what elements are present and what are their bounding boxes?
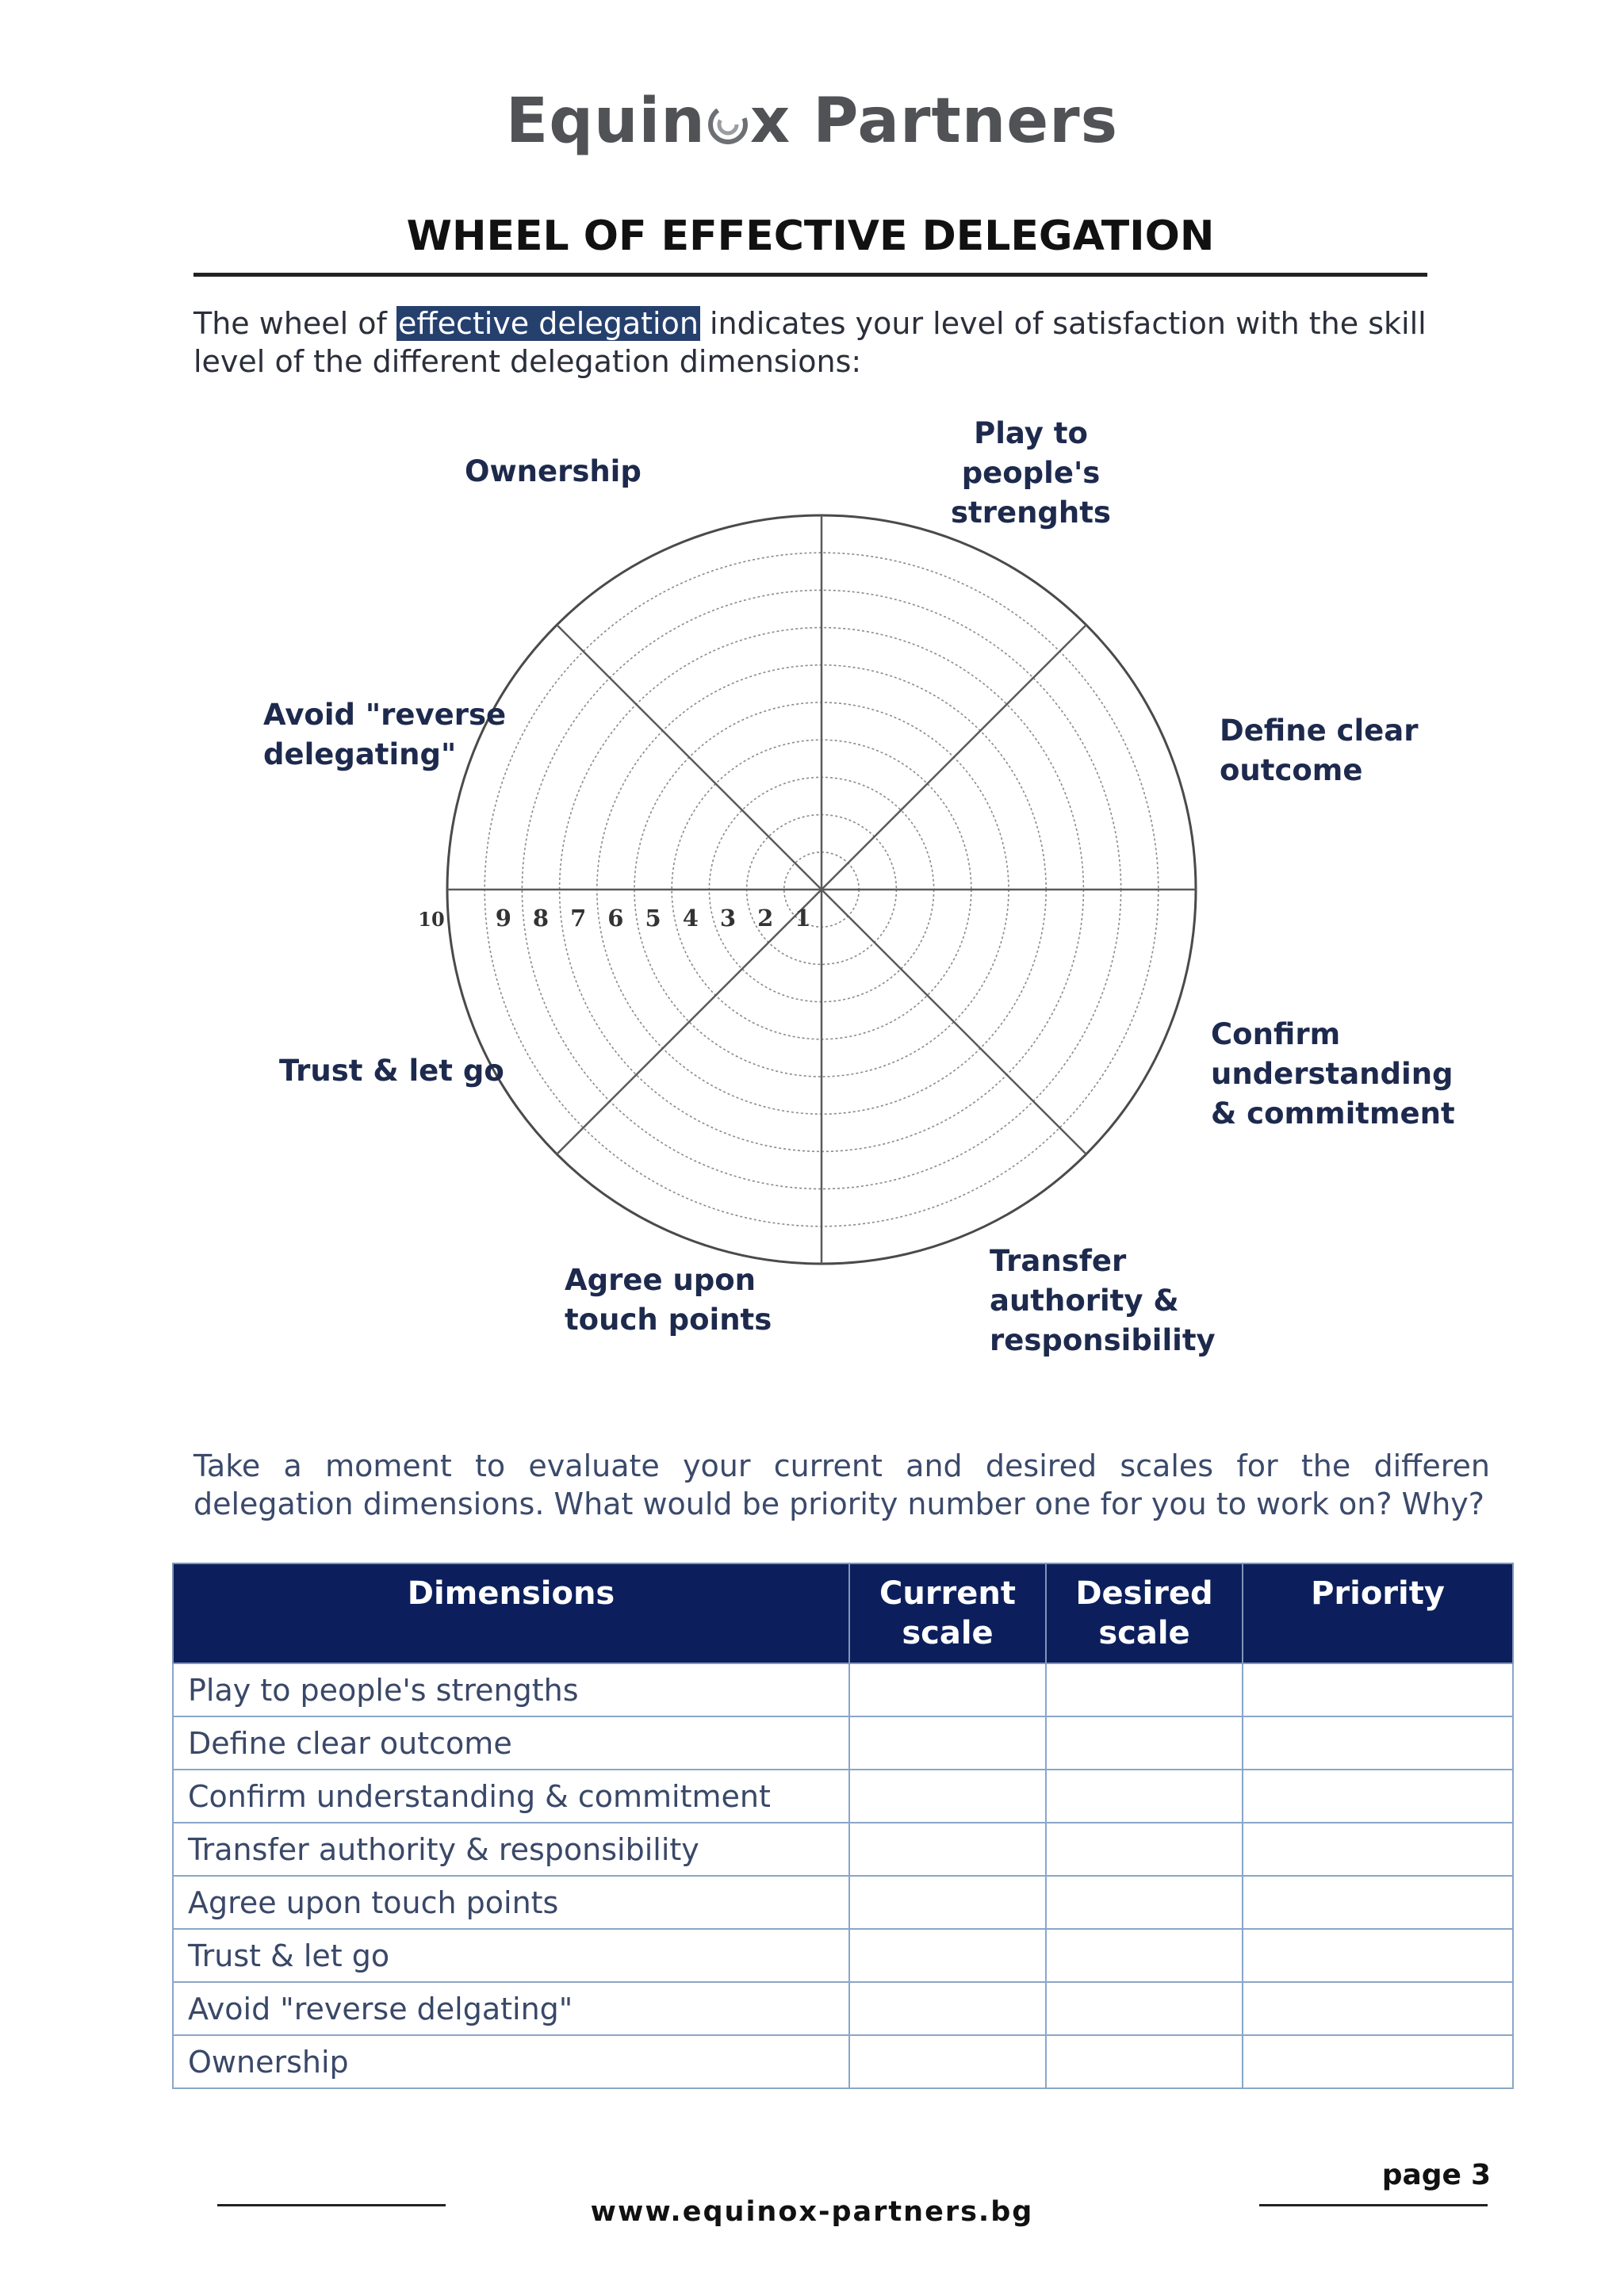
wheel-label-transfer	[990, 1242, 1216, 1360]
page-title: WHEEL OF EFFECTIVE DELEGATION	[406, 212, 1215, 260]
table-row	[173, 1982, 1513, 2035]
dimension-name: Avoid "reverse delgating"	[173, 1982, 849, 2035]
current-scale-cell[interactable]	[849, 1823, 1046, 1876]
table-row	[173, 1663, 1513, 1716]
footer-website: www.equinox-partners.bg	[590, 2196, 1034, 2228]
intro-text-after: indicates your level of satisfaction with the skill level of the different delegation dimensions:	[193, 306, 1427, 379]
wheel-scale-number: 2	[757, 905, 774, 932]
dimensions-table	[172, 1563, 1514, 2089]
priority-cell[interactable]	[1243, 1823, 1513, 1876]
wheel-label-line: Trust & let go	[279, 1054, 504, 1088]
table-body	[173, 1663, 1513, 2088]
priority-cell[interactable]	[1243, 2035, 1513, 2088]
desired-scale-cell[interactable]	[1046, 1663, 1243, 1716]
wheel-scale-number: 7	[570, 905, 587, 932]
desired-scale-cell[interactable]	[1046, 1982, 1243, 2035]
wheel-label-line: & commitment	[1211, 1096, 1455, 1131]
priority-cell[interactable]	[1243, 1770, 1513, 1823]
desired-scale-cell[interactable]	[1046, 1876, 1243, 1929]
dimension-name: Play to people's strengths	[173, 1663, 849, 1716]
dimension-name: Confirm understanding & commitment	[173, 1770, 849, 1823]
table-row	[173, 1770, 1513, 1823]
current-scale-cell[interactable]	[849, 1876, 1046, 1929]
wheel-label-confirm	[1211, 1015, 1455, 1134]
wheel-scale-number: 1	[795, 905, 811, 932]
priority-cell[interactable]	[1243, 1663, 1513, 1716]
wheel-label-line: Avoid "reverse	[263, 698, 507, 732]
logo-text-left: Equin	[505, 86, 706, 157]
desired-scale-cell[interactable]	[1046, 1770, 1243, 1823]
current-scale-cell[interactable]	[849, 1716, 1046, 1770]
dimension-name: Agree upon touch points	[173, 1876, 849, 1929]
wheel-scale-number: 8	[532, 905, 550, 932]
evaluation-prompt: Take a moment to evaluate your current and desired scales for the differen delegation dimensions. What would be priority number one for you to work on? Why?	[193, 1448, 1490, 1521]
dimension-name: Trust & let go	[173, 1929, 849, 1982]
current-scale-cell[interactable]	[849, 1770, 1046, 1823]
wheel-label-line: Confirm	[1211, 1017, 1341, 1051]
wheel-label-line: Ownership	[465, 454, 642, 488]
header-dimensions: Dimensions	[173, 1563, 849, 1663]
dimension-name: Ownership	[173, 2035, 849, 2088]
wheel-label-line: Play to people's	[961, 416, 1101, 490]
priority-cell[interactable]	[1243, 1982, 1513, 2035]
wheel-label-line: Transfer	[990, 1244, 1127, 1278]
wheel-label-line: authority &	[990, 1284, 1179, 1318]
page-number-value: 3	[1470, 2159, 1491, 2191]
table-row	[173, 1823, 1513, 1876]
wheel-scale-number: 10	[418, 908, 445, 931]
header-priority: Priority	[1243, 1563, 1513, 1663]
wheel-label-touch-points	[565, 1261, 772, 1340]
wheel-label-line: understanding	[1211, 1057, 1454, 1091]
table-row	[173, 1716, 1513, 1770]
table-row	[173, 1929, 1513, 1982]
wheel-spokes	[447, 515, 1196, 1264]
wheel-label-line: touch points	[565, 1303, 772, 1337]
wheel-label-trust	[279, 1051, 504, 1091]
wheel-label-play-to-strengths	[916, 414, 1146, 533]
current-scale-cell[interactable]	[849, 1663, 1046, 1716]
wheel-scale-number: 6	[607, 905, 624, 932]
table-row	[173, 1876, 1513, 1929]
wheel-label-line: Agree upon	[565, 1263, 756, 1297]
desired-scale-cell[interactable]	[1046, 1929, 1243, 1982]
wheel-label-line: delegating"	[263, 737, 457, 771]
wheel-label-avoid-reverse	[263, 695, 506, 775]
page-number	[1373, 2159, 1491, 2191]
header-desired-scale: Desired scale	[1046, 1563, 1243, 1663]
wheel-label-define-outcome	[1220, 711, 1418, 790]
wheel-scale-number: 9	[495, 905, 511, 932]
wheel-label-ownership	[465, 452, 642, 492]
wheel-scale-number: 5	[645, 905, 661, 932]
dimension-name: Define clear outcome	[173, 1716, 849, 1770]
page-label: page	[1381, 2159, 1461, 2191]
intro-text-before: The wheel of	[193, 306, 397, 341]
desired-scale-cell[interactable]	[1046, 2035, 1243, 2088]
header-current-scale: Current scale	[849, 1563, 1046, 1663]
table-header-row	[173, 1563, 1513, 1663]
dimension-name: Transfer authority & responsibility	[173, 1823, 849, 1876]
wheel-scale-number: 3	[719, 905, 737, 932]
wheel-label-line: outcome	[1220, 753, 1363, 787]
current-scale-cell[interactable]	[849, 1929, 1046, 1982]
desired-scale-cell[interactable]	[1046, 1823, 1243, 1876]
wheel-label-line: Define clear	[1220, 714, 1419, 748]
desired-scale-cell[interactable]	[1046, 1716, 1243, 1770]
current-scale-cell[interactable]	[849, 1982, 1046, 2035]
wheel-scale-number: 4	[682, 905, 699, 932]
priority-cell[interactable]	[1243, 1929, 1513, 1982]
logo-text-right: x Partners	[749, 86, 1119, 157]
intro-highlight: effective delegation	[398, 306, 699, 341]
wheel-label-line: responsibility	[990, 1323, 1216, 1357]
wheel-label-line: strenghts	[951, 496, 1111, 530]
current-scale-cell[interactable]	[849, 2035, 1046, 2088]
priority-cell[interactable]	[1243, 1876, 1513, 1929]
priority-cell[interactable]	[1243, 1716, 1513, 1770]
table-row	[173, 2035, 1513, 2088]
